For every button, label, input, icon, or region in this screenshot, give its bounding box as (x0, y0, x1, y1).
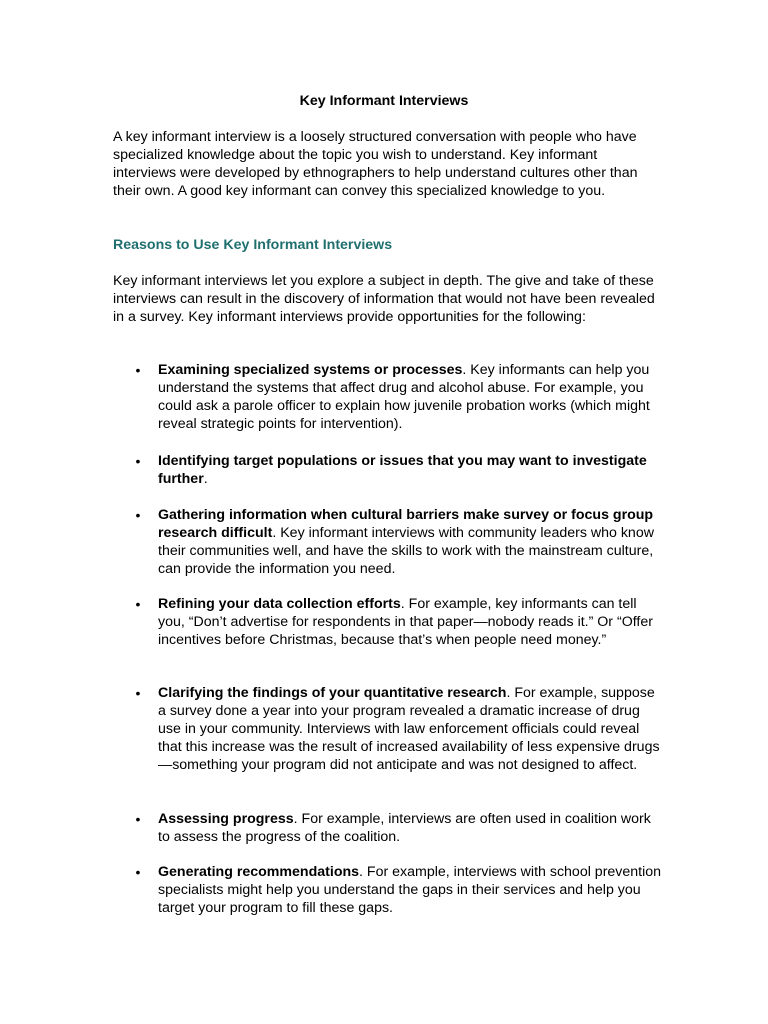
list-item-text (158, 506, 663, 578)
list-item-title: Refining your data collection efforts (158, 596, 401, 612)
list-item-title: Generating recommendations (158, 864, 360, 880)
list-item-body: . Key informants can help you understand the systems that affect drug and alcohol abuse. For example, you could ask a parole officer to explain how juvenile probation works (which might reveal strategic points for intervention). (158, 362, 650, 432)
section-heading: Reasons to Use Key Informant Interviews (113, 237, 393, 253)
list-item-title: Assessing progress (158, 811, 294, 827)
bullet-icon: • (135, 596, 141, 612)
intro-paragraph: A key informant interview is a loosely structured conversation with people who have specialized knowledge about the topic you wish to understand. Key informant interviews were developed by ethnographers to help understand cultures other than their own. A good key informant can convey this specialized knowledge to you. (113, 129, 638, 199)
list-item-body: . (203, 471, 208, 487)
list-item-body: . For example, suppose a survey done a year into your program revealed a dramatic increase of drug use in your community. Interviews with law enforcement officials could reveal that this increase was the result of increased availability of less expensive drugs—something your program did not anticipate and was not designed to affect. (158, 685, 660, 773)
list-item-title: Gathering information when cultural barriers make survey or focus group research difficult (158, 507, 654, 541)
section-intro-paragraph: Key informant interviews let you explore a subject in depth. The give and take of these interviews can result in the discovery of information that would not have been revealed in a survey. Key informant interviews provide opportunities for the following: (113, 273, 655, 325)
bullet-icon: • (135, 362, 141, 378)
bullet-icon: • (135, 864, 141, 880)
list-item-text (158, 361, 663, 433)
list-item-text (158, 595, 663, 649)
list-item-title: Identifying target populations or issues that you may want to investigate further (158, 453, 647, 487)
bullet-icon: • (135, 811, 141, 827)
list-item-body: . For example, interviews with school prevention specialists might help you understand the gaps in their services and help you target your program to fill these gaps. (158, 864, 662, 916)
list-item-body: . Key informant interviews with community leaders who know their communities well, and have the skills to work with the mainstream culture, can provide the information you need. (158, 525, 654, 577)
list-item-title: Clarifying the findings of your quantitative research (158, 685, 507, 701)
list-item-body: . For example, key informants can tell you, “Don’t advertise for respondents in that paper—nobody reads it.” Or “Offer incentives before Christmas, because that’s when people need money.” (158, 596, 653, 648)
list-item-text (158, 452, 663, 488)
bullet-icon: • (135, 507, 141, 523)
bullet-icon: • (135, 453, 141, 469)
list-item-text (158, 684, 663, 774)
list-item-body: . For example, interviews are often used in coalition work to assess the progress of the coalition. (158, 811, 651, 845)
bullet-icon: • (135, 685, 141, 701)
page-title: Key Informant Interviews (299, 93, 469, 109)
list-item-text (158, 863, 663, 917)
list-item-title: Examining specialized systems or processes (158, 362, 463, 378)
list-item-text (158, 810, 663, 846)
